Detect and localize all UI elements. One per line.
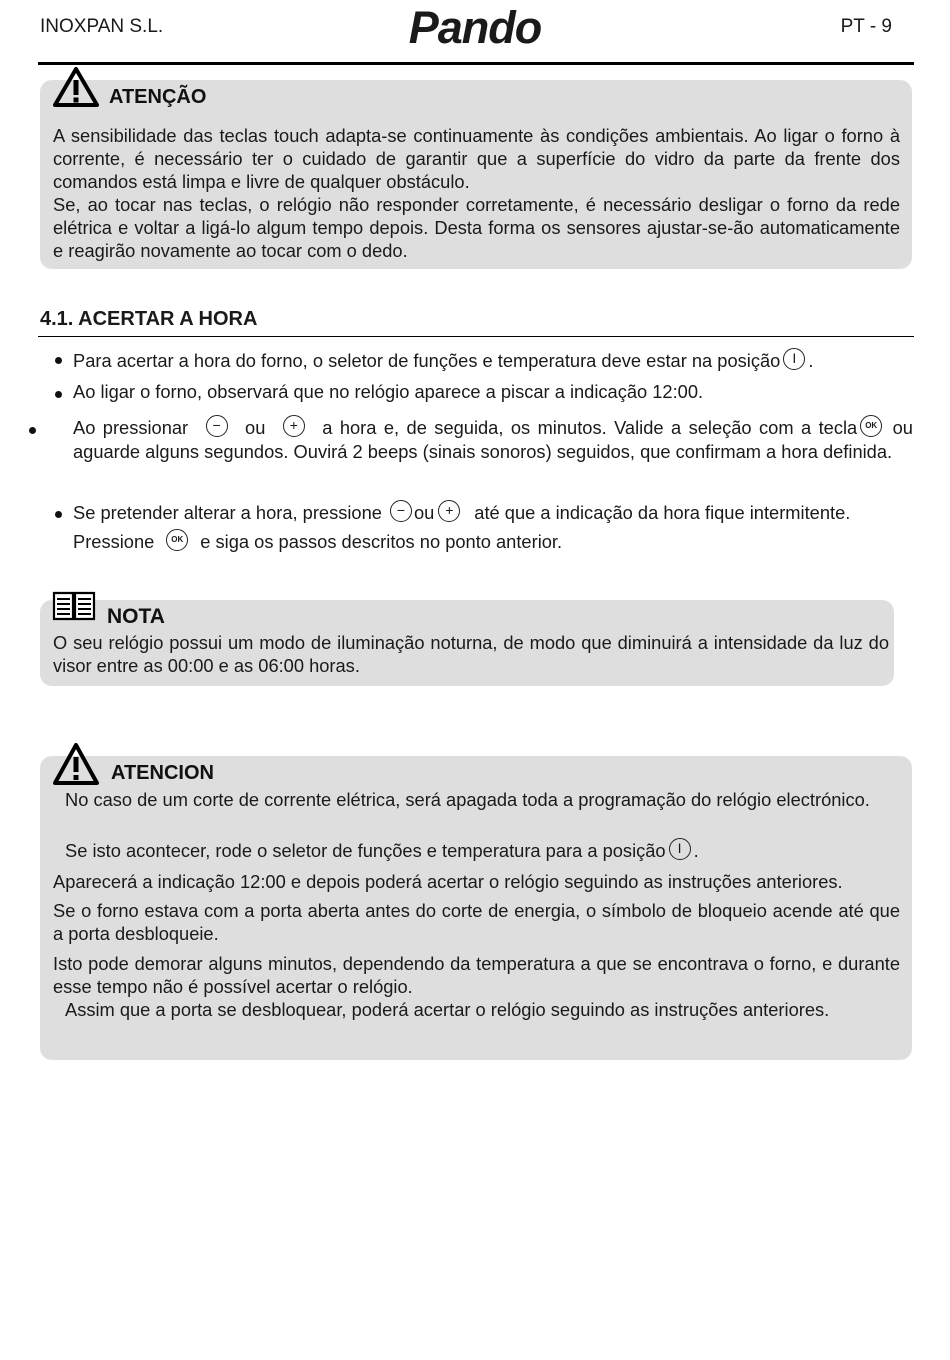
- attention-title: ATENÇÃO: [109, 86, 207, 108]
- plus-key-icon: +: [283, 415, 305, 437]
- atencion-paragraph-1: No caso de um corte de corrente elétrica, será apagada toda a programação do relógio electrónico.: [65, 789, 870, 810]
- list-item-text: ou aguarde alguns segundos. Ouvirá 2 beeps (sinais sonoros) seguidos, que confirmam a hora definida.: [73, 417, 913, 462]
- list-item-text: até que a indicação da hora fique intermitente.: [474, 502, 851, 523]
- atencion-paragraph-5: Isto pode demorar alguns minutos, dependendo da temperatura a que se encontrava o forno, e durante esse tempo não é possível acertar o relógio.: [53, 953, 900, 997]
- minus-key-icon: −: [206, 415, 228, 437]
- list-item-text: e siga os passos descritos no ponto anterior.: [200, 531, 563, 552]
- list-item-continuation: [73, 529, 913, 554]
- note-title: NOTA: [107, 605, 165, 628]
- bullet-dot: [55, 357, 62, 364]
- warning-icon: [52, 66, 100, 108]
- list-item: [73, 415, 913, 464]
- power-off-position-icon: I: [783, 348, 805, 370]
- list-item-text: Se pretender alterar a hora, pressione: [73, 502, 382, 523]
- section-rule: [38, 336, 914, 337]
- list-item: [73, 348, 913, 373]
- atencion-paragraph-2: [65, 838, 900, 862]
- header-rule: [38, 62, 914, 65]
- bullet-dot: [55, 391, 62, 398]
- ok-key-icon: OK: [860, 415, 882, 437]
- note-text: O seu relógio possui um modo de iluminação noturna, de modo que diminuirá a intensidade da luz do visor entre as 00:00 e as 06:00 horas.: [53, 632, 889, 676]
- list-item-text: ou: [245, 417, 266, 438]
- page-number: PT - 9: [840, 16, 892, 37]
- list-item-text: ou: [413, 502, 435, 523]
- minus-key-icon: −: [390, 500, 412, 522]
- company-name: INOXPAN S.L.: [40, 16, 164, 37]
- list-item-text: a hora e, de seguida, os minutos. Valide a seleção com a tecla: [322, 417, 858, 438]
- brand-logo: Pando: [408, 2, 542, 53]
- list-item-text: Pressione: [73, 531, 155, 552]
- power-off-position-icon: I: [669, 838, 691, 860]
- warning-icon: [52, 742, 100, 786]
- list-item-text: Para acertar a hora do forno, o seletor de funções e temperatura deve estar na posição: [73, 350, 781, 371]
- list-item: [73, 380, 913, 404]
- list-item: [73, 500, 913, 525]
- atencion-paragraph-3: Aparecerá a indicação 12:00 e depois poderá acertar o relógio seguindo as instruções anteriores.: [53, 871, 843, 892]
- book-icon: [52, 590, 96, 622]
- plus-key-icon: +: [438, 500, 460, 522]
- atencion-text: .: [693, 840, 699, 861]
- atencion-paragraph-4: Se o forno estava com a porta aberta antes do corte de energia, o símbolo de bloqueio acende até que a porta desbloqueie.: [53, 900, 900, 944]
- attention-paragraph-1: A sensibilidade das teclas touch adapta-se continuamente às condições ambientais. Ao ligar o forno à corrente, é necessário ter o cuidado de garantir que a superfície do vidro da parte da frente dos comandos está limpa e livre de qualquer obstáculo.: [53, 125, 900, 192]
- atencion-text: Se isto acontecer, rode o seletor de funções e temperatura para a posição: [65, 840, 666, 861]
- list-item-end: .: [808, 350, 814, 371]
- section-title: 4.1. ACERTAR A HORA: [40, 308, 258, 330]
- list-item-text: Ao ligar o forno, observará que no relógio aparece a piscar a indicação 12:00.: [73, 381, 704, 402]
- attention-paragraph-2: Se, ao tocar nas teclas, o relógio não responder corretamente, é necessário desligar o forno da rede elétrica e voltar a ligá-lo algum tempo depois. Desta forma os sensores ajustar-se-ão automaticamente e reagirão novamente ao tocar com o dedo.: [53, 194, 900, 261]
- list-item-text: Ao pressionar: [73, 417, 189, 438]
- bullet-dot: [29, 427, 36, 434]
- atencion-title: ATENCION: [111, 762, 214, 784]
- ok-key-icon: OK: [166, 529, 188, 551]
- atencion-paragraph-6: Assim que a porta se desbloquear, poderá acertar o relógio seguindo as instruções anteriores.: [65, 999, 830, 1020]
- bullet-dot: [55, 511, 62, 518]
